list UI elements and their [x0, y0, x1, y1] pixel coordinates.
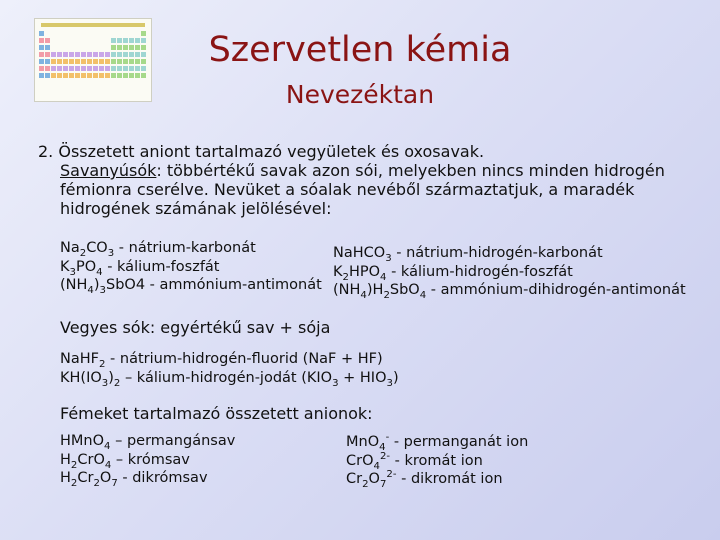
mixed-salts-heading: Vegyes sók: egyértékű sav + sója: [60, 318, 331, 337]
list-item: NaHCO$_3$ - nátrium-hidrogén-karbonát: [333, 245, 603, 264]
periodic-cell: [135, 73, 140, 78]
periodic-cell: [75, 73, 80, 78]
list-item: $H_2CrO_4$ – krómsav: [60, 451, 190, 471]
periodic-cell: [39, 73, 44, 78]
intro-paragraph: [38, 142, 698, 218]
definition-text: : többértékű savak azon sói, melyekben nincs minden hidrogén fémionra cserélve. Nevüket a sóalak nevéből származtatjuk, a maradék hidrogének számának jelölésével:: [60, 161, 665, 218]
metal-acids-list: [60, 432, 235, 488]
intro-line: 2. Összetett aniont tartalmazó vegyületek és oxosavak.: [38, 142, 485, 161]
list-item: $Na_2CO_3$ - nátrium-karbonát: [60, 240, 256, 259]
list-item: $H_2Cr_2O_7$ - dikrómsav: [60, 470, 208, 489]
list-item: HMnO$_4$ – permangánsav: [60, 433, 236, 452]
salts-left-list: [60, 239, 322, 295]
list-item: NaHF$_2$ - nátrium-hidrogén-fluorid (NaF + HF): [60, 351, 383, 370]
periodic-cell: [51, 73, 56, 78]
periodic-cell: [57, 73, 62, 78]
periodic-cell: [99, 73, 104, 78]
term-savanyusok: Savanyúsók: [60, 161, 157, 180]
periodic-cell: [63, 73, 68, 78]
periodic-cell: [105, 73, 110, 78]
periodic-cell: [111, 73, 116, 78]
periodic-cell: [45, 73, 50, 78]
salts-right-list: [333, 244, 686, 300]
metal-ions-list: [346, 433, 528, 489]
periodic-cell: [87, 73, 92, 78]
metal-anions-heading: Fémeket tartalmazó összetett anionok:: [60, 404, 373, 423]
periodic-cell: [129, 73, 134, 78]
periodic-cell: [117, 73, 122, 78]
acid-salt-definition: [38, 161, 698, 218]
list-item: $K_3PO_4$ - kálium-foszfát: [60, 258, 220, 278]
list-item: $(NH_4)_3SbO4$ - ammónium-antimonát: [60, 277, 322, 296]
periodic-cell: [93, 73, 98, 78]
periodic-cell: [141, 73, 146, 78]
mixed-salts-list: [60, 350, 399, 387]
slide-title: Szervetlen kémia: [208, 30, 512, 70]
periodic-cell: [81, 73, 86, 78]
periodic-cell: [69, 73, 74, 78]
list-item: $(NH_4)H_2SbO_4$ - ammónium-dihidrogén-antimonát: [333, 282, 686, 301]
periodic-cell: [123, 73, 128, 78]
list-item: $K_2HPO_4$ - kálium-hidrogén-foszfát: [333, 263, 573, 283]
list-item: $Cr_2O_7^{2-}$ - dikromát ion: [346, 469, 503, 490]
list-item: $KH(IO_3)_2$ – kálium-hidrogén-jodát $(KIO_3 + HIO_3)$: [60, 369, 399, 389]
list-item: MnO$_4$- - permanganát ion: [346, 432, 529, 453]
list-item: CrO$_4^{2-}$ - kromát ion: [346, 450, 483, 472]
slide-subtitle: Nevezéktan: [285, 80, 435, 109]
